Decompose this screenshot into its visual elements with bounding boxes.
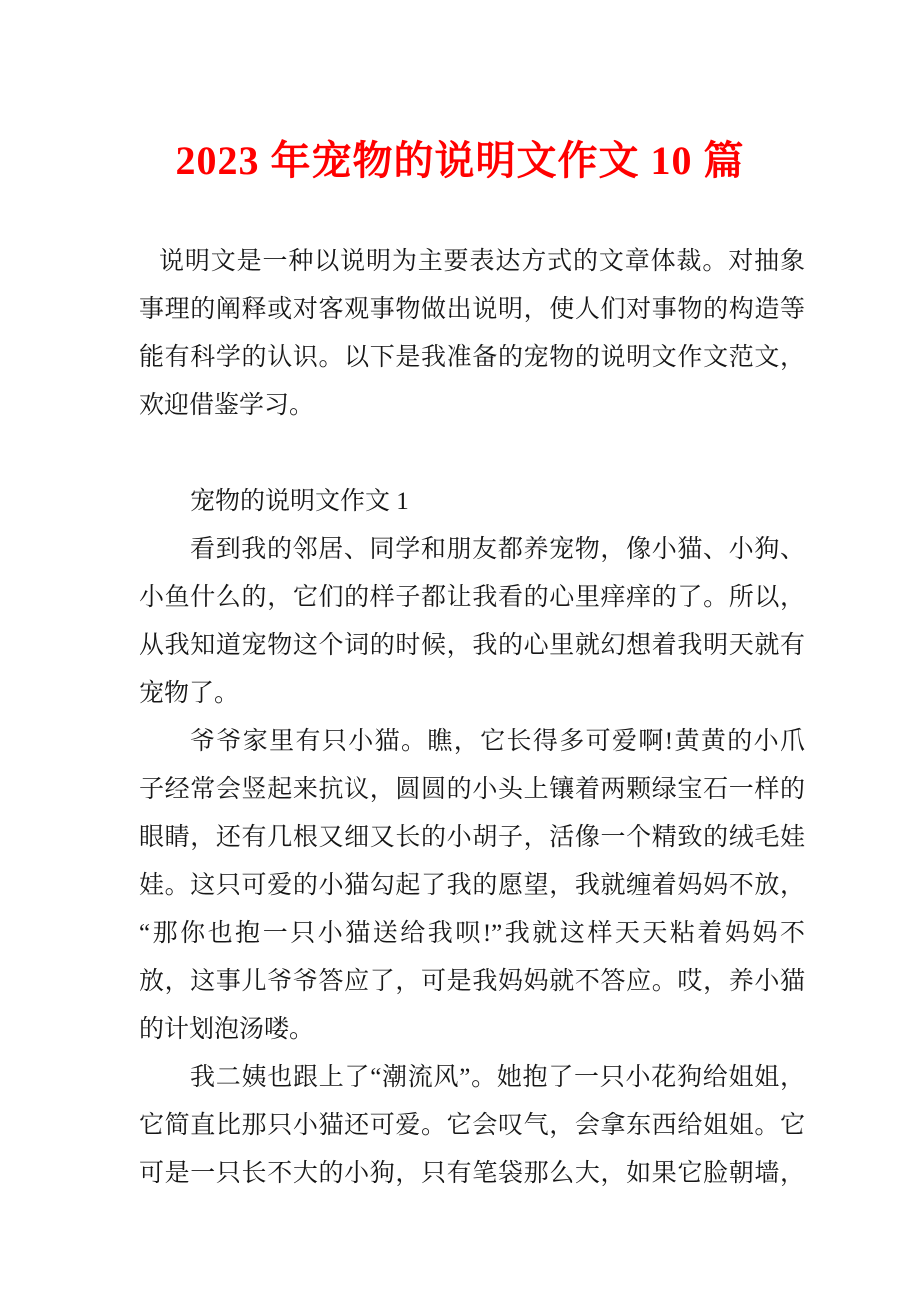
paragraph-line: 事理的阐释或对客观事物做出说明，使人们对事物的构造等 — [139, 296, 805, 323]
paragraph-line: 眼睛，还有几根又细又长的小胡子，活像一个精致的绒毛娃 — [139, 824, 805, 851]
paragraph-line: 看到我的邻居、同学和朋友都养宠物，像小猫、小狗、 — [190, 536, 805, 563]
paragraph-line: 放，这事儿爷爷答应了，可是我妈妈就不答应。哎，养小猫 — [139, 968, 805, 995]
paragraph-line: 子经常会竖起来抗议，圆圆的小头上镶着两颗绿宝石一样的 — [139, 776, 805, 803]
paragraph-line: 说明文是一种以说明为主要表达方式的文章体裁。对抽象 — [159, 248, 805, 275]
paragraph-line: 能有科学的认识。以下是我准备的宠物的说明文作文范文， — [139, 344, 805, 371]
document-body — [139, 238, 805, 1198]
paragraph-line: 的计划泡汤喽。 — [139, 1016, 315, 1043]
paragraph-line: 宠物了。 — [139, 680, 240, 707]
document-title: 2023 年宠物的说明文作文 10 篇 — [175, 138, 745, 183]
paragraph-line: 可是一只长不大的小狗，只有笔袋那么大，如果它脸朝墙， — [139, 1160, 805, 1187]
paragraph-line: 我二姨也跟上了“潮流风”。她抱了一只小花狗给姐姐， — [190, 1064, 805, 1091]
spacer — [139, 430, 805, 478]
paragraph-line: 欢迎借鉴学习。 — [139, 392, 315, 419]
section-heading: 宠物的说明文作文 1 — [190, 488, 409, 515]
paragraph-line: 爷爷家里有只小猫。瞧，它长得多可爱啊!黄黄的小爪 — [190, 728, 805, 755]
paragraph-line: 它简直比那只小猫还可爱。它会叹气，会拿东西给姐姐。它 — [139, 1112, 805, 1139]
paragraph-line: 娃。这只可爱的小猫勾起了我的愿望，我就缠着妈妈不放， — [139, 872, 805, 899]
paragraph-line: 从我知道宠物这个词的时候，我的心里就幻想着我明天就有 — [139, 632, 805, 659]
paragraph-line: “那你也抱一只小猫送给我呗!”我就这样天天粘着妈妈不 — [139, 920, 805, 947]
paragraph-line: 小鱼什么的，它们的样子都让我看的心里痒痒的了。所以， — [139, 584, 805, 611]
